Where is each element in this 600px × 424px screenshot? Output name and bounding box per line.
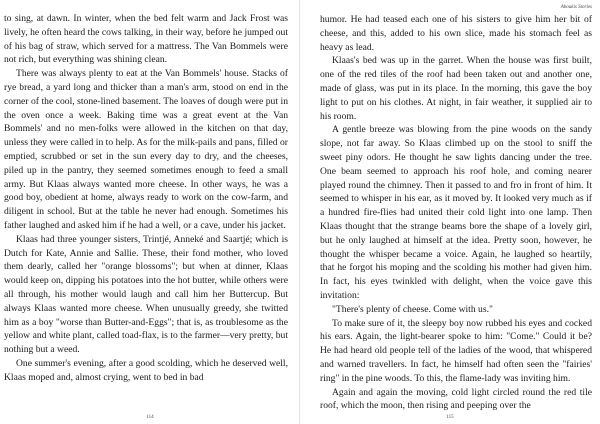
- paragraph: There was always plenty to eat at the Van Bommels' house. Stacks of rye bread, a yard long and thicker than a man's arm, stood on end in the corner of the cool, stone-lined basement. The loaves of dough were put in the oven once a week. Baking time was a great event at the Van Bommels' and no men-folks were allowed in the kitchen on that day, unless they were called in to help. As for the milk-pails and pans, filled or emptied, scrubbed or set in the sun every day to dry, and the cheeses, piled up in the pantry, they seemed sometimes enough to feed a small army. But Klaas always wanted more cheese. In other ways, he was a good boy, obedient at home, always ready to work on the cow-farm, and diligent in school. But at the table he never had enough. Sometimes his father laughed and asked him if he had a well, or a cave, under his jacket.: [4, 68, 288, 231]
- paragraph: Klaas's bed was up in the garret. When the house was first built, one of the red tiles of the roof had been taken out and another one, made of glass, was put in its place. In the morning, this gave the boy light to put on his clothes. At night, in fair weather, it supplied air to his room.: [320, 55, 592, 122]
- right-page-text: [320, 13, 592, 413]
- paragraph: To make sure of it, the sleepy boy now rubbed his eyes and cocked his ears. Again, the light-bearer spoke to him: "Come." Could it be? He had heard old people tell of the ladies of the wood, that whispered and warned travellers. In fact, he himself had often seen the "fairies' ring" in the pine woods. To this, the flame-lady was inviting him.: [320, 317, 592, 384]
- paragraph: Again and again the moving, cold light circled round the red tile roof, which the moon, then rising and peeping over the: [320, 386, 592, 412]
- running-head: Aboukis Stories: [560, 5, 592, 10]
- paragraph: Klaas had three younger sisters, Trintjé, Anneké and Saartjé; which is Dutch for Kate, Annie and Sallie. These, their fond mother, who loved them dearly, called her "orange blossoms"; but when at dinner, Klaas would keep on, dipping his potatoes into the hot butter, while others were all through, his mother would laugh and call him her Buttercup. But always Klaas wanted more cheese. When unusually greedy, she twitted him as a boy "worse than Butter-and-Eggs"; that is, as troublesome as the yellow and white plant, called toad-flax, is to the farmer—very pretty, but nothing but a weed.: [4, 233, 288, 356]
- paragraph: "There's plenty of cheese. Come with us.": [332, 303, 493, 315]
- page-number: 115: [446, 415, 454, 420]
- left-page-text: [4, 12, 288, 385]
- page-number: 114: [146, 415, 154, 420]
- paragraph: A gentle breeze was blowing from the pine woods on the sandy slope, not far away. So Klaas climbed up on the stool to sniff the sweet piny odors. He thought he saw lights dancing under the tree. One beam seemed to approach his roof hole, and coming nearer played round the chimney. Then it passed to and fro in front of him. It seemed to whisper in his ear, as it moved by. It looked very much as if a hundred fire-flies had united their cold light into one lamp. Then Klaas thought that the strange beams bore the shape of a lovely girl, but he only laughed at himself at the idea. Pretty soon, however, he thought the whisper became a voice. Again, he laughed so heartily, that he forgot his moping and the scolding his mother had given him. In fact, his eyes twinkled with delight, when the voice gave this invitation:: [320, 124, 592, 301]
- paragraph: humor. He had teased each one of his sisters to give him her bit of cheese, and this, added to his own slice, made his stomach feel as heavy as lead.: [320, 14, 592, 53]
- paragraph: to sing, at dawn. In winter, when the bed felt warm and Jack Frost was lively, he often heard the cows talking, in their way, before he jumped out of his bag of straw, which served for a mattress. The Van Bommels were not rich, but everything was shining clean.: [4, 13, 288, 66]
- right-page: [300, 0, 600, 424]
- paragraph: One summer's evening, after a good scolding, which he deserved well, Klaas moped and, almost crying, went to bed in bad: [4, 357, 288, 383]
